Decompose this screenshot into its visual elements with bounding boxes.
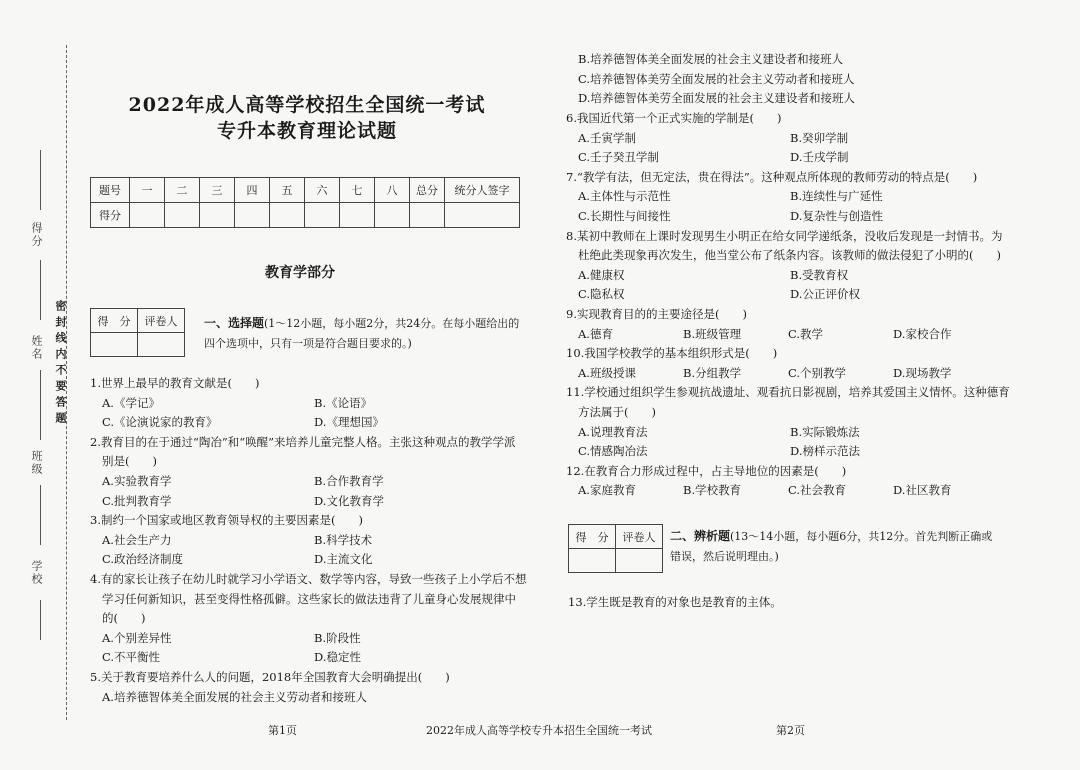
answer-option: A.班级授课 [578,365,636,380]
question-stem: 学习任何新知识，甚至变得性格孤僻。这些家长的做法违背了儿童身心发展规律中 [102,591,516,606]
answer-option: D.现场教学 [893,365,952,380]
score-input-cell[interactable] [270,203,305,228]
part1-instruction [204,313,519,354]
answer-option: B.受教育权 [790,267,849,282]
question-stem: 的( ) [102,611,146,626]
score-table-cell: 三 [200,178,235,203]
grader-box-grader-label: 评卷人 [616,525,663,549]
answer-option: D.社区教育 [893,483,952,498]
answer-option: A.主体性与示范性 [578,189,671,204]
question-13: 13.学生既是教育的对象也是教育的主体。 [568,595,782,609]
page-number-right: 第2页 [776,724,805,737]
answer-option: A.社会生产力 [102,532,172,547]
grader-box-cell[interactable] [569,549,616,573]
part1-heading: 一、选择题 [204,316,265,330]
grader-box-score-label: 得 分 [569,525,616,549]
answer-option: B.实际锻炼法 [790,424,860,439]
part2-instruction-line2: 错误，然后说明理由。) [670,550,779,563]
answer-option: D.《理想国》 [314,415,384,430]
part1-instruction-line2: 四个选项中，只有一项是符合题目要求的。) [204,337,412,350]
question-stem: 5.关于教育要培养什么人的问题，2018年全国教育大会明确提出( ) [90,670,450,684]
score-input-cell[interactable] [340,203,375,228]
answer-option: B.培养德智体美全面发展的社会主义建设者和接班人 [578,52,844,66]
question-stem: 杜绝此类现象再次发生，他当堂公布了纸条内容。该教师的做法侵犯了小明的( ) [578,248,1001,263]
section-title: 教育学部分 [265,265,335,281]
answer-option: D.榜样示范法 [790,444,860,459]
score-input-cell[interactable] [305,203,340,228]
score-table-cell: 六 [305,178,340,203]
score-table-cell: 八 [375,178,410,203]
part1-instruction-line1: (1～12小题，每小题2分，共24分。在每小题给出的 [264,317,520,330]
score-table-cell: 题号 [91,178,130,203]
question-stem: 1.世界上最早的教育文献是( ) [90,376,260,390]
score-table-score-row [91,203,520,228]
question-stem: 12.在教育合力形成过程中，占主导地位的因素是( ) [566,463,847,478]
part2-instruction-line1: (13～14小题，每小题6分，共12分。首先判断正确或 [730,530,993,543]
answer-option: D.稳定性 [314,650,361,665]
grader-box [568,524,663,573]
answer-option: C.不平衡性 [102,650,161,665]
grader-box-cell[interactable] [138,333,185,357]
answer-option: A.《学记》 [102,395,160,410]
strip-label-score: 得分 [30,222,43,248]
score-input-cell[interactable] [235,203,270,228]
question-stem: 2.教育目的在于通过“陶冶”和“唤醒”来培养儿童完整人格。主张这种观点的教学学派 [90,434,516,449]
answer-option: D.公正评价权 [790,287,860,302]
score-input-cell[interactable] [445,203,520,228]
answer-option: A.家庭教育 [578,483,636,498]
score-table-cell: 得分 [91,203,130,228]
score-table-cell: 统分人签字 [445,178,520,203]
part2-heading: 二、辨析题 [670,529,731,543]
score-table-cell: 五 [270,178,305,203]
strip-rule [40,260,41,320]
seal-warning: 密封线内不要答题 [54,300,67,428]
answer-option: C.培养德智体美劳全面发展的社会主义劳动者和接班人 [578,71,855,86]
question-stem: 7.“教学有法，但无定法，贵在得法”。这种观点所体现的教师劳动的特点是( ) [566,169,978,184]
answer-option: B.合作教育学 [314,474,384,488]
answer-option: C.长期性与间接性 [578,209,671,223]
answer-option: C.政治经济制度 [102,552,184,567]
answer-option: B.分组教学 [683,365,742,380]
answer-option: D.培养德智体美劳全面发展的社会主义建设者和接班人 [578,91,855,106]
answer-option: D.壬戌学制 [790,150,849,165]
answer-option: D.家校合作 [893,326,952,341]
question-stem: 6.我国近代第一个正式实施的学制是( ) [566,111,782,125]
answer-option: C.隐私权 [578,287,625,302]
answer-option: C.《论演说家的教育》 [102,415,218,430]
answer-option: C.壬子癸丑学制 [578,150,660,165]
answer-option: C.批判教育学 [102,493,172,508]
score-table-cell: 二 [165,178,200,203]
strip-label-class: 班级 [30,450,43,476]
grader-box-grader-label: 评卷人 [138,309,185,333]
answer-option: A.个别差异性 [102,630,172,645]
strip-rule [40,485,41,545]
answer-option: A.实验教育学 [102,474,172,488]
score-input-cell[interactable] [410,203,445,228]
score-table-cell: 一 [130,178,165,203]
strip-label-name: 姓名 [30,335,43,361]
score-table-cell: 四 [235,178,270,203]
strip-rule [40,150,41,210]
answer-option: B.《论语》 [314,395,373,410]
score-input-cell[interactable] [165,203,200,228]
question-stem: 10.我国学校教学的基本组织形式是( ) [566,346,778,361]
footer-title: 2022年成人高等学校专升本招生全国统一考试 [426,724,652,737]
exam-subtitle: 专升本教育理论试题 [216,120,397,142]
answer-option: A.健康权 [578,267,625,282]
question-stem: 9.实现教育目的的主要途径是( ) [566,307,747,321]
strip-label-school: 学校 [30,560,43,586]
answer-option: A.壬寅学制 [578,130,636,145]
answer-option: A.德育 [578,326,613,341]
question-stem: 11.学校通过组织学生参观抗战遗址、观看抗日影视剧，培养其爱国主义情怀。这种德育 [566,385,1010,400]
score-table [90,177,520,228]
answer-option: C.社会教育 [788,483,847,498]
page-number-left: 第1页 [268,724,297,737]
score-input-cell[interactable] [130,203,165,228]
answer-option: B.学校教育 [683,483,742,498]
grader-box-cell[interactable] [616,549,663,573]
answer-option: A.培养德智体美全面发展的社会主义劳动者和接班人 [102,689,367,704]
score-input-cell[interactable] [375,203,410,228]
grader-box-cell[interactable] [91,333,138,357]
question-stem: 3.制约一个国家或地区教育领导权的主要因素是( ) [90,513,363,528]
answer-option: C.个别教学 [788,365,847,380]
answer-option: D.复杂性与创造性 [790,209,883,223]
score-table-header-row [91,178,520,203]
grader-box-score-label: 得 分 [91,309,138,333]
part2-instruction [670,526,992,567]
score-table-cell: 七 [340,178,375,203]
question-stem: 8.某初中教师在上课时发现男生小明正在给女同学递纸条，没收后发现是一封情书。为 [566,228,1003,243]
question-stem: 4.有的家长让孩子在幼儿时就学习小学语文、数学等内容，导致一些孩子上小学后不想 [90,572,527,586]
answer-option: B.班级管理 [683,326,742,341]
grader-box [90,308,185,357]
answer-option: B.科学技术 [314,532,373,547]
strip-rule [40,370,41,440]
answer-option: A.说理教育法 [578,424,648,439]
score-input-cell[interactable] [200,203,235,228]
exam-title: 2022年成人高等学校招生全国统一考试 [128,94,486,116]
answer-option: C.教学 [788,326,824,341]
question-stem: 方法属于( ) [578,405,656,419]
answer-option: C.情感陶冶法 [578,444,648,459]
answer-option: D.文化教育学 [314,493,384,508]
answer-option: B.阶段性 [314,630,361,645]
score-table-cell: 总分 [410,178,445,203]
question-stem: 别是( ) [102,454,157,469]
answer-option: B.癸卯学制 [790,130,849,145]
strip-rule [40,600,41,640]
answer-option: B.连续性与广延性 [790,189,883,204]
answer-option: D.主流文化 [314,552,373,567]
